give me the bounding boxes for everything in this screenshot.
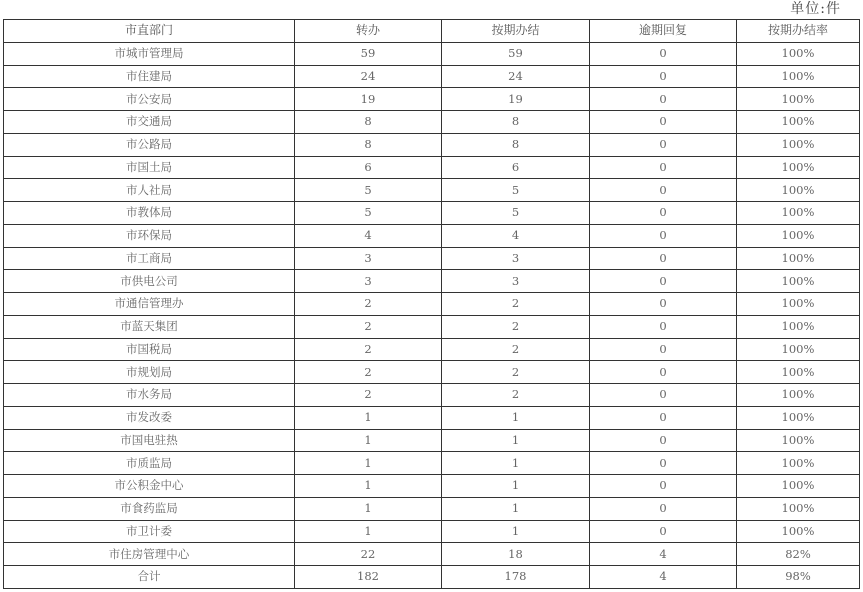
transferred-cell: 5 [295, 202, 442, 225]
table-row [4, 361, 860, 384]
department-cell: 市供电公司 [4, 270, 295, 293]
completed-on-time-cell: 1 [442, 497, 590, 520]
table-row [4, 338, 860, 361]
completed-on-time-cell: 18 [442, 543, 590, 566]
completed-on-time-cell: 59 [442, 42, 590, 65]
completed-on-time-cell: 19 [442, 88, 590, 111]
on-time-rate-cell: 100% [737, 338, 860, 361]
overdue-reply-cell: 0 [590, 293, 737, 316]
transferred-cell: 22 [295, 543, 442, 566]
department-cell: 市水务局 [4, 384, 295, 407]
completed-on-time-cell: 2 [442, 293, 590, 316]
on-time-rate-cell: 100% [737, 247, 860, 270]
department-cell: 市通信管理办 [4, 293, 295, 316]
overdue-reply-cell: 0 [590, 270, 737, 293]
department-cell: 市公安局 [4, 88, 295, 111]
department-cell: 市人社局 [4, 179, 295, 202]
unit-label: 单位:件 [790, 1, 841, 17]
overdue-reply-cell: 0 [590, 452, 737, 475]
overdue-reply-cell: 0 [590, 384, 737, 407]
table-row [4, 475, 860, 498]
overdue-reply-cell: 0 [590, 361, 737, 384]
table-row [4, 156, 860, 179]
table-row [4, 202, 860, 225]
completed-on-time-cell: 4 [442, 224, 590, 247]
department-cell: 市食药监局 [4, 497, 295, 520]
table-row [4, 270, 860, 293]
department-stats-table [3, 19, 860, 589]
transferred-cell: 2 [295, 293, 442, 316]
overdue-reply-cell: 0 [590, 42, 737, 65]
department-cell: 市交通局 [4, 111, 295, 134]
table-row [4, 406, 860, 429]
table-row [4, 88, 860, 111]
transferred-cell: 2 [295, 315, 442, 338]
department-cell: 市规划局 [4, 361, 295, 384]
table-row [4, 133, 860, 156]
completed-on-time-cell: 1 [442, 452, 590, 475]
department-cell: 市城市管理局 [4, 42, 295, 65]
department-cell: 市国电驻热 [4, 429, 295, 452]
department-cell: 市公路局 [4, 133, 295, 156]
completed-on-time-cell: 2 [442, 384, 590, 407]
on-time-rate-cell: 82% [737, 543, 860, 566]
on-time-rate-cell: 100% [737, 406, 860, 429]
completed-on-time-cell: 1 [442, 429, 590, 452]
on-time-rate-cell: 100% [737, 452, 860, 475]
transferred-cell: 1 [295, 475, 442, 498]
total-on-time-rate-cell: 98% [737, 566, 860, 589]
header-transferred: 转办 [295, 20, 442, 43]
overdue-reply-cell: 0 [590, 65, 737, 88]
transferred-cell: 1 [295, 497, 442, 520]
table-row [4, 65, 860, 88]
table-row [4, 42, 860, 65]
overdue-reply-cell: 0 [590, 497, 737, 520]
overdue-reply-cell: 0 [590, 247, 737, 270]
department-cell: 市蓝天集团 [4, 315, 295, 338]
overdue-reply-cell: 0 [590, 338, 737, 361]
overdue-reply-cell: 0 [590, 111, 737, 134]
transferred-cell: 4 [295, 224, 442, 247]
overdue-reply-cell: 0 [590, 224, 737, 247]
overdue-reply-cell: 0 [590, 133, 737, 156]
department-cell: 市发改委 [4, 406, 295, 429]
completed-on-time-cell: 2 [442, 315, 590, 338]
department-cell: 市住建局 [4, 65, 295, 88]
department-cell: 市住房管理中心 [4, 543, 295, 566]
on-time-rate-cell: 100% [737, 224, 860, 247]
department-cell: 市国土局 [4, 156, 295, 179]
completed-on-time-cell: 1 [442, 475, 590, 498]
overdue-reply-cell: 0 [590, 202, 737, 225]
completed-on-time-cell: 2 [442, 338, 590, 361]
completed-on-time-cell: 5 [442, 202, 590, 225]
on-time-rate-cell: 100% [737, 293, 860, 316]
total-completed-on-time-cell: 178 [442, 566, 590, 589]
overdue-reply-cell: 0 [590, 156, 737, 179]
header-row [4, 20, 860, 43]
table-row [4, 543, 860, 566]
department-cell: 市环保局 [4, 224, 295, 247]
department-cell: 市公积金中心 [4, 475, 295, 498]
transferred-cell: 19 [295, 88, 442, 111]
table-row [4, 497, 860, 520]
completed-on-time-cell: 24 [442, 65, 590, 88]
on-time-rate-cell: 100% [737, 270, 860, 293]
on-time-rate-cell: 100% [737, 42, 860, 65]
on-time-rate-cell: 100% [737, 133, 860, 156]
transferred-cell: 59 [295, 42, 442, 65]
completed-on-time-cell: 2 [442, 361, 590, 384]
total-row [4, 566, 860, 589]
table-row [4, 452, 860, 475]
overdue-reply-cell: 0 [590, 88, 737, 111]
overdue-reply-cell: 4 [590, 543, 737, 566]
total-overdue-reply-cell: 4 [590, 566, 737, 589]
department-cell: 市质监局 [4, 452, 295, 475]
transferred-cell: 8 [295, 133, 442, 156]
table-row [4, 384, 860, 407]
header-department: 市直部门 [4, 20, 295, 43]
table-row [4, 520, 860, 543]
overdue-reply-cell: 0 [590, 179, 737, 202]
overdue-reply-cell: 0 [590, 520, 737, 543]
on-time-rate-cell: 100% [737, 475, 860, 498]
on-time-rate-cell: 100% [737, 88, 860, 111]
completed-on-time-cell: 1 [442, 406, 590, 429]
completed-on-time-cell: 1 [442, 520, 590, 543]
transferred-cell: 1 [295, 406, 442, 429]
department-cell: 市国税局 [4, 338, 295, 361]
table-row [4, 247, 860, 270]
overdue-reply-cell: 0 [590, 406, 737, 429]
table-row [4, 315, 860, 338]
on-time-rate-cell: 100% [737, 315, 860, 338]
on-time-rate-cell: 100% [737, 497, 860, 520]
on-time-rate-cell: 100% [737, 179, 860, 202]
total-transferred-cell: 182 [295, 566, 442, 589]
overdue-reply-cell: 0 [590, 429, 737, 452]
on-time-rate-cell: 100% [737, 520, 860, 543]
overdue-reply-cell: 0 [590, 475, 737, 498]
on-time-rate-cell: 100% [737, 111, 860, 134]
completed-on-time-cell: 3 [442, 247, 590, 270]
on-time-rate-cell: 100% [737, 202, 860, 225]
transferred-cell: 8 [295, 111, 442, 134]
on-time-rate-cell: 100% [737, 384, 860, 407]
transferred-cell: 2 [295, 361, 442, 384]
transferred-cell: 1 [295, 452, 442, 475]
transferred-cell: 1 [295, 429, 442, 452]
completed-on-time-cell: 6 [442, 156, 590, 179]
completed-on-time-cell: 8 [442, 111, 590, 134]
on-time-rate-cell: 100% [737, 361, 860, 384]
completed-on-time-cell: 8 [442, 133, 590, 156]
department-cell: 市卫计委 [4, 520, 295, 543]
header-completed-on-time: 按期办结 [442, 20, 590, 43]
transferred-cell: 3 [295, 247, 442, 270]
department-cell: 市工商局 [4, 247, 295, 270]
transferred-cell: 2 [295, 384, 442, 407]
transferred-cell: 2 [295, 338, 442, 361]
transferred-cell: 1 [295, 520, 442, 543]
on-time-rate-cell: 100% [737, 429, 860, 452]
on-time-rate-cell: 100% [737, 156, 860, 179]
department-cell: 市教体局 [4, 202, 295, 225]
header-on-time-rate: 按期办结率 [737, 20, 860, 43]
completed-on-time-cell: 5 [442, 179, 590, 202]
header-overdue-reply: 逾期回复 [590, 20, 737, 43]
table-row [4, 179, 860, 202]
completed-on-time-cell: 3 [442, 270, 590, 293]
on-time-rate-cell: 100% [737, 65, 860, 88]
transferred-cell: 24 [295, 65, 442, 88]
table-row [4, 111, 860, 134]
table-row [4, 429, 860, 452]
transferred-cell: 6 [295, 156, 442, 179]
transferred-cell: 5 [295, 179, 442, 202]
transferred-cell: 3 [295, 270, 442, 293]
total-department-cell: 合计 [4, 566, 295, 589]
table-row [4, 224, 860, 247]
table-row [4, 293, 860, 316]
overdue-reply-cell: 0 [590, 315, 737, 338]
